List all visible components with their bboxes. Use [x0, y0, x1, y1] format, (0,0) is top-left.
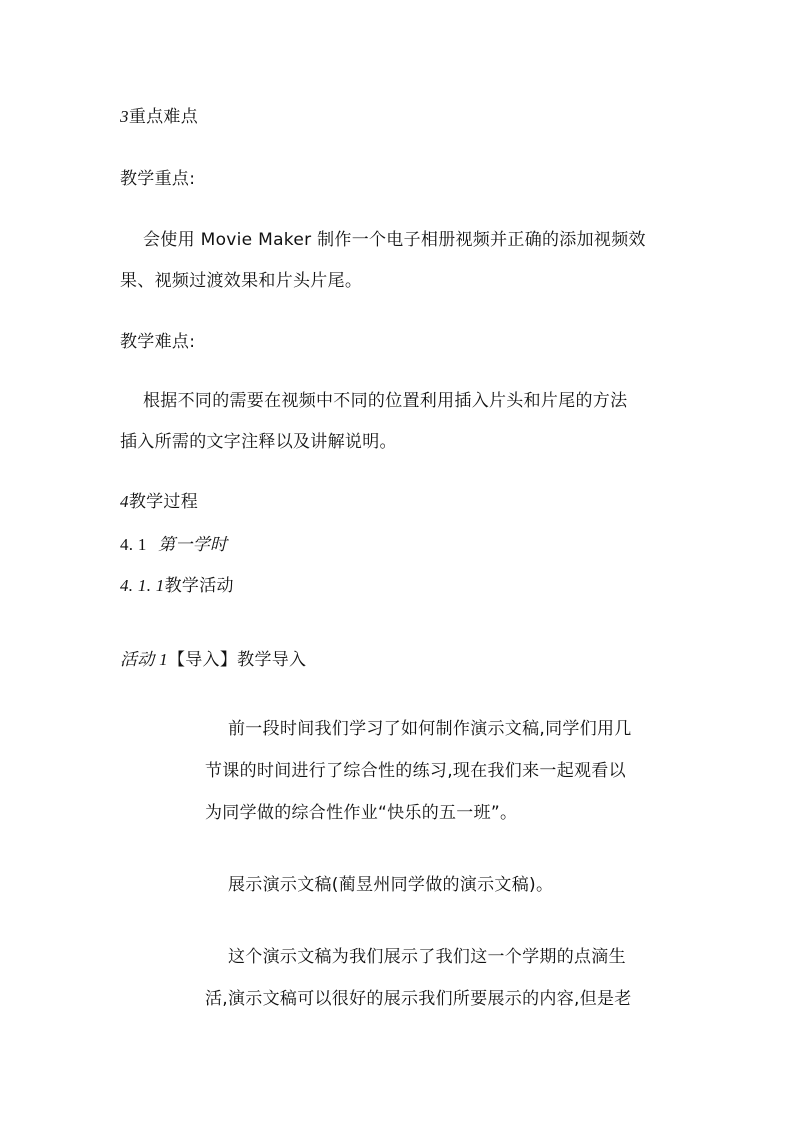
subsection-4-1-heading	[120, 534, 227, 556]
difficulties-line-2: 插入所需的文字注释以及讲解说明。	[120, 432, 397, 452]
paragraph-2-line-1: 展示演示文稿(蔺昱州同学做的演示文稿)。	[228, 875, 554, 895]
key-points-label: 教学重点:	[120, 169, 196, 189]
activity-bracket: 【导入】	[167, 650, 238, 670]
subsection-4-1-1-heading	[120, 575, 234, 597]
activity-title: 教学导入	[237, 650, 307, 670]
section-number: 3	[120, 107, 129, 126]
difficulties-line-1: 根据不同的需要在视频中不同的位置利用插入片头和片尾的方法	[143, 391, 628, 411]
activity-1-heading	[120, 649, 306, 671]
key-points-line-1: 会使用 Movie Maker 制作一个电子相册视频并正确的添加视频效	[143, 230, 646, 250]
paragraph-3-line-1: 这个演示文稿为我们展示了我们这一个学期的点滴生	[228, 947, 626, 967]
subsection-title: 教学活动	[164, 576, 234, 596]
key-points-line-2: 果、视频过渡效果和片头片尾。	[120, 271, 363, 291]
activity-prefix: 活动 1	[120, 650, 168, 669]
section-title: 重点难点	[128, 107, 199, 127]
subsection-number: 4. 1. 1	[120, 576, 165, 595]
subsection-title: 第一学时	[158, 535, 228, 554]
section-title: 教学过程	[128, 492, 199, 512]
paragraph-1-line-2: 节课的时间进行了综合性的练习,现在我们来一起观看以	[205, 761, 626, 781]
section-number: 4	[120, 492, 129, 511]
section-3-heading	[120, 106, 198, 128]
paragraph-1-line-3: 为同学做的综合性作业“快乐的五一班”。	[205, 803, 518, 823]
section-4-heading	[120, 491, 198, 513]
paragraph-3-line-2: 活,演示文稿可以很好的展示我们所要展示的内容,但是老	[205, 989, 632, 1009]
subsection-number: 4. 1	[120, 535, 147, 554]
difficulties-label: 教学难点:	[120, 332, 196, 352]
paragraph-1-line-1: 前一段时间我们学习了如何制作演示文稿,同学们用几	[228, 719, 632, 739]
